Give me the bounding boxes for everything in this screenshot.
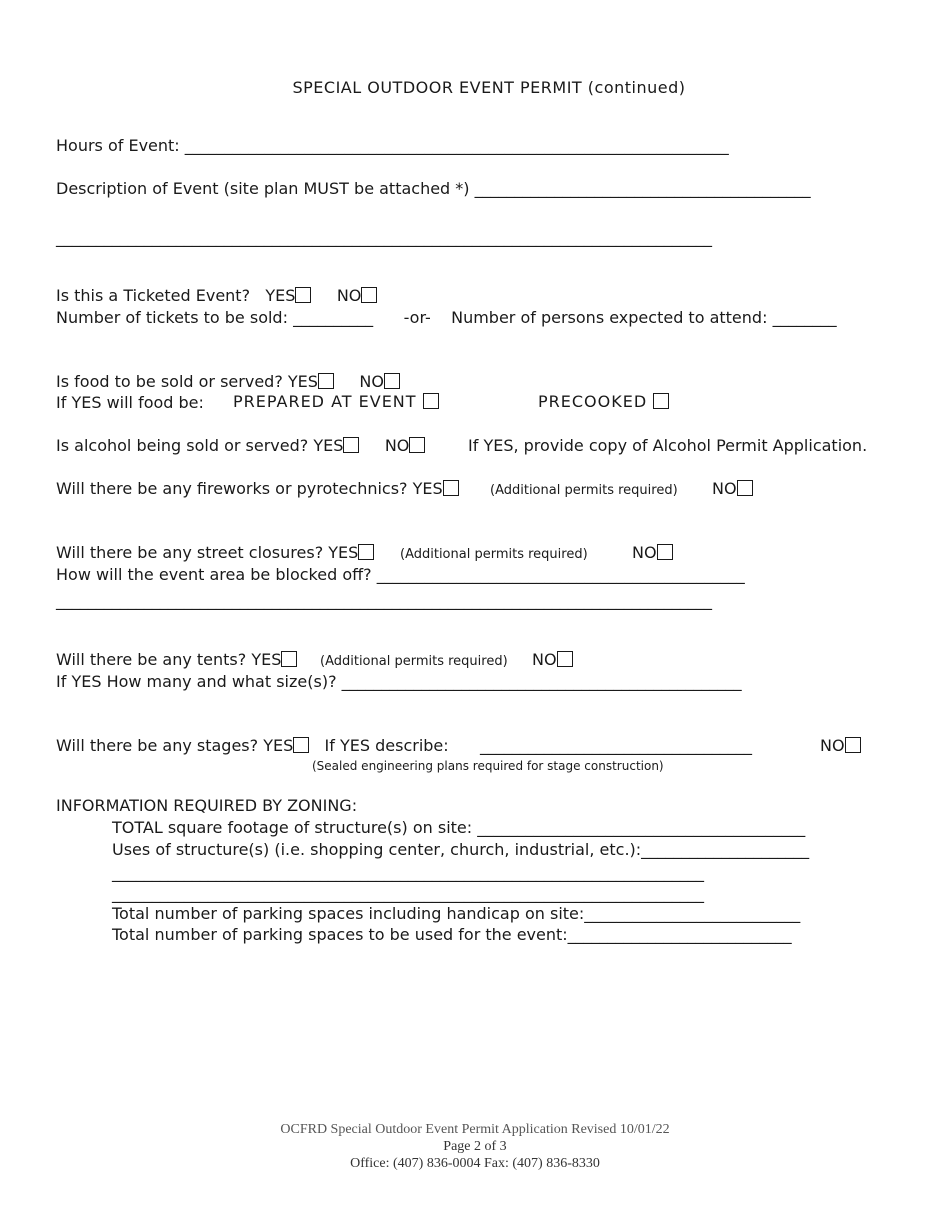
alcohol-row [56,436,446,456]
footer-page: Page 2 of 3 [443,1139,507,1154]
parking-row [112,904,800,924]
fireworks-question: Will there be any fireworks or pyrotechnics? [56,479,408,498]
footer-revision: OCFRD Special Outdoor Event Permit Application Revised 10/01/22 [280,1122,670,1137]
tents-no-label: NO [532,650,557,669]
description-label: Description of Event (site plan MUST be attached *) [56,179,470,198]
tents-yes-checkbox[interactable] [281,651,297,667]
food-no-checkbox[interactable] [384,373,400,389]
description-row [56,179,811,199]
fireworks-no-row [712,479,753,499]
hours-label: Hours of Event: [56,136,180,155]
page-title: SPECIAL OUTDOOR EVENT PERMIT (continued) [292,78,686,97]
stages-describe-label: If YES describe: [324,736,449,755]
blocked-field-2[interactable]: __________________________________________________________________________________ [56,591,712,610]
alcohol-yes-checkbox[interactable] [343,437,359,453]
alcohol-yes-label: YES [313,436,344,455]
fireworks-yes-checkbox[interactable] [443,480,459,496]
stages-row [56,736,449,756]
street-row [56,543,374,563]
stages-no-checkbox[interactable] [845,737,861,753]
tents-no-checkbox[interactable] [557,651,573,667]
ticketed-yes-checkbox[interactable] [295,287,311,303]
parking-field[interactable]: ___________________________ [584,904,801,923]
food-if-yes: If YES will food be: [56,393,204,412]
precooked-label: PRECOOKED [538,392,648,411]
fireworks-note: (Additional permits required) [490,483,678,498]
tents-yes-label: YES [251,650,282,669]
tickets-field[interactable]: __________ [293,308,374,327]
food-row [56,372,400,392]
sqft-field[interactable]: _________________________________________ [477,818,806,837]
street-no-label: NO [632,543,657,562]
food-yes-label: YES [287,372,318,391]
fireworks-no-checkbox[interactable] [737,480,753,496]
fireworks-row [56,479,459,499]
stages-no-label: NO [820,736,845,755]
tickets-label: Number of tickets to be sold: [56,308,288,327]
parking-label: Total number of parking spaces including handicap on site: [112,904,585,923]
alcohol-note: If YES, provide copy of Alcohol Permit Application. [468,436,868,455]
tents-size-field[interactable]: __________________________________________________ [341,672,742,691]
stages-yes-checkbox[interactable] [293,737,309,753]
alcohol-no-checkbox[interactable] [409,437,425,453]
ticketed-no-label: NO [336,286,362,305]
uses-field-3[interactable]: __________________________________________________________________________ [112,884,704,903]
footer-contact: Office: (407) 836-0004 Fax: (407) 836-8330 [350,1156,600,1171]
precooked-checkbox[interactable] [653,393,669,409]
zoning-heading: INFORMATION REQUIRED BY ZONING: [56,796,358,815]
tickets-or: -or- [403,308,431,327]
street-yes-label: YES [328,543,359,562]
precooked-row [538,392,669,412]
uses-field-2[interactable]: __________________________________________________________________________ [112,863,704,882]
stages-describe-field[interactable]: __________________________________ [480,736,752,755]
uses-field[interactable]: _____________________ [641,840,810,859]
stages-no-row [820,736,861,756]
uses-row [112,840,809,860]
event-parking-row [112,925,792,945]
tickets-row [56,308,837,328]
persons-field[interactable]: ________ [772,308,837,327]
street-no-row [632,543,673,563]
tents-size-row [56,672,742,692]
street-note: (Additional permits required) [400,547,588,562]
blocked-row [56,565,745,585]
ticketed-row [56,286,377,306]
event-parking-field[interactable]: ____________________________ [567,925,792,944]
prepared-checkbox[interactable] [423,393,439,409]
street-question: Will there be any street closures? [56,543,324,562]
stages-yes-label: YES [263,736,294,755]
food-type-row [56,393,204,413]
food-no-label: NO [359,372,384,391]
alcohol-no-label: NO [384,436,410,455]
sqft-label: TOTAL square footage of structure(s) on site: [112,818,473,837]
hours-field[interactable]: ____________________________________________________________________ [184,136,729,155]
tents-note: (Additional permits required) [320,654,508,669]
tents-size-label: If YES How many and what size(s)? [56,672,337,691]
ticketed-question: Is this a Ticketed Event? [56,286,251,305]
fireworks-no-label: NO [712,479,737,498]
food-question: Is food to be sold or served? [56,372,283,391]
street-yes-checkbox[interactable] [358,544,374,560]
street-no-checkbox[interactable] [657,544,673,560]
blocked-label: How will the event area be blocked off? [56,565,372,584]
tents-question: Will there be any tents? [56,650,247,669]
sqft-row [112,818,805,838]
persons-label: Number of persons expected to attend: [451,308,768,327]
description-field-2[interactable]: __________________________________________________________________________________ [56,228,712,247]
hours-row [56,136,729,156]
stages-question: Will there be any stages? [56,736,259,755]
prepared-row [233,392,439,412]
description-field[interactable]: __________________________________________ [474,179,811,198]
alcohol-question: Is alcohol being sold or served? [56,436,309,455]
tents-no-row [532,650,573,670]
uses-label: Uses of structure(s) (i.e. shopping center, church, industrial, etc.): [112,840,642,859]
blocked-field[interactable]: ______________________________________________ [376,565,745,584]
fireworks-yes-label: YES [412,479,443,498]
event-parking-label: Total number of parking spaces to be used for the event: [112,925,568,944]
stages-note: (Sealed engineering plans required for stage construction) [312,759,664,773]
ticketed-no-checkbox[interactable] [361,287,377,303]
ticketed-yes-label: YES [265,286,296,305]
prepared-label: PREPARED AT EVENT [233,392,417,411]
tents-row [56,650,297,670]
food-yes-checkbox[interactable] [318,373,334,389]
